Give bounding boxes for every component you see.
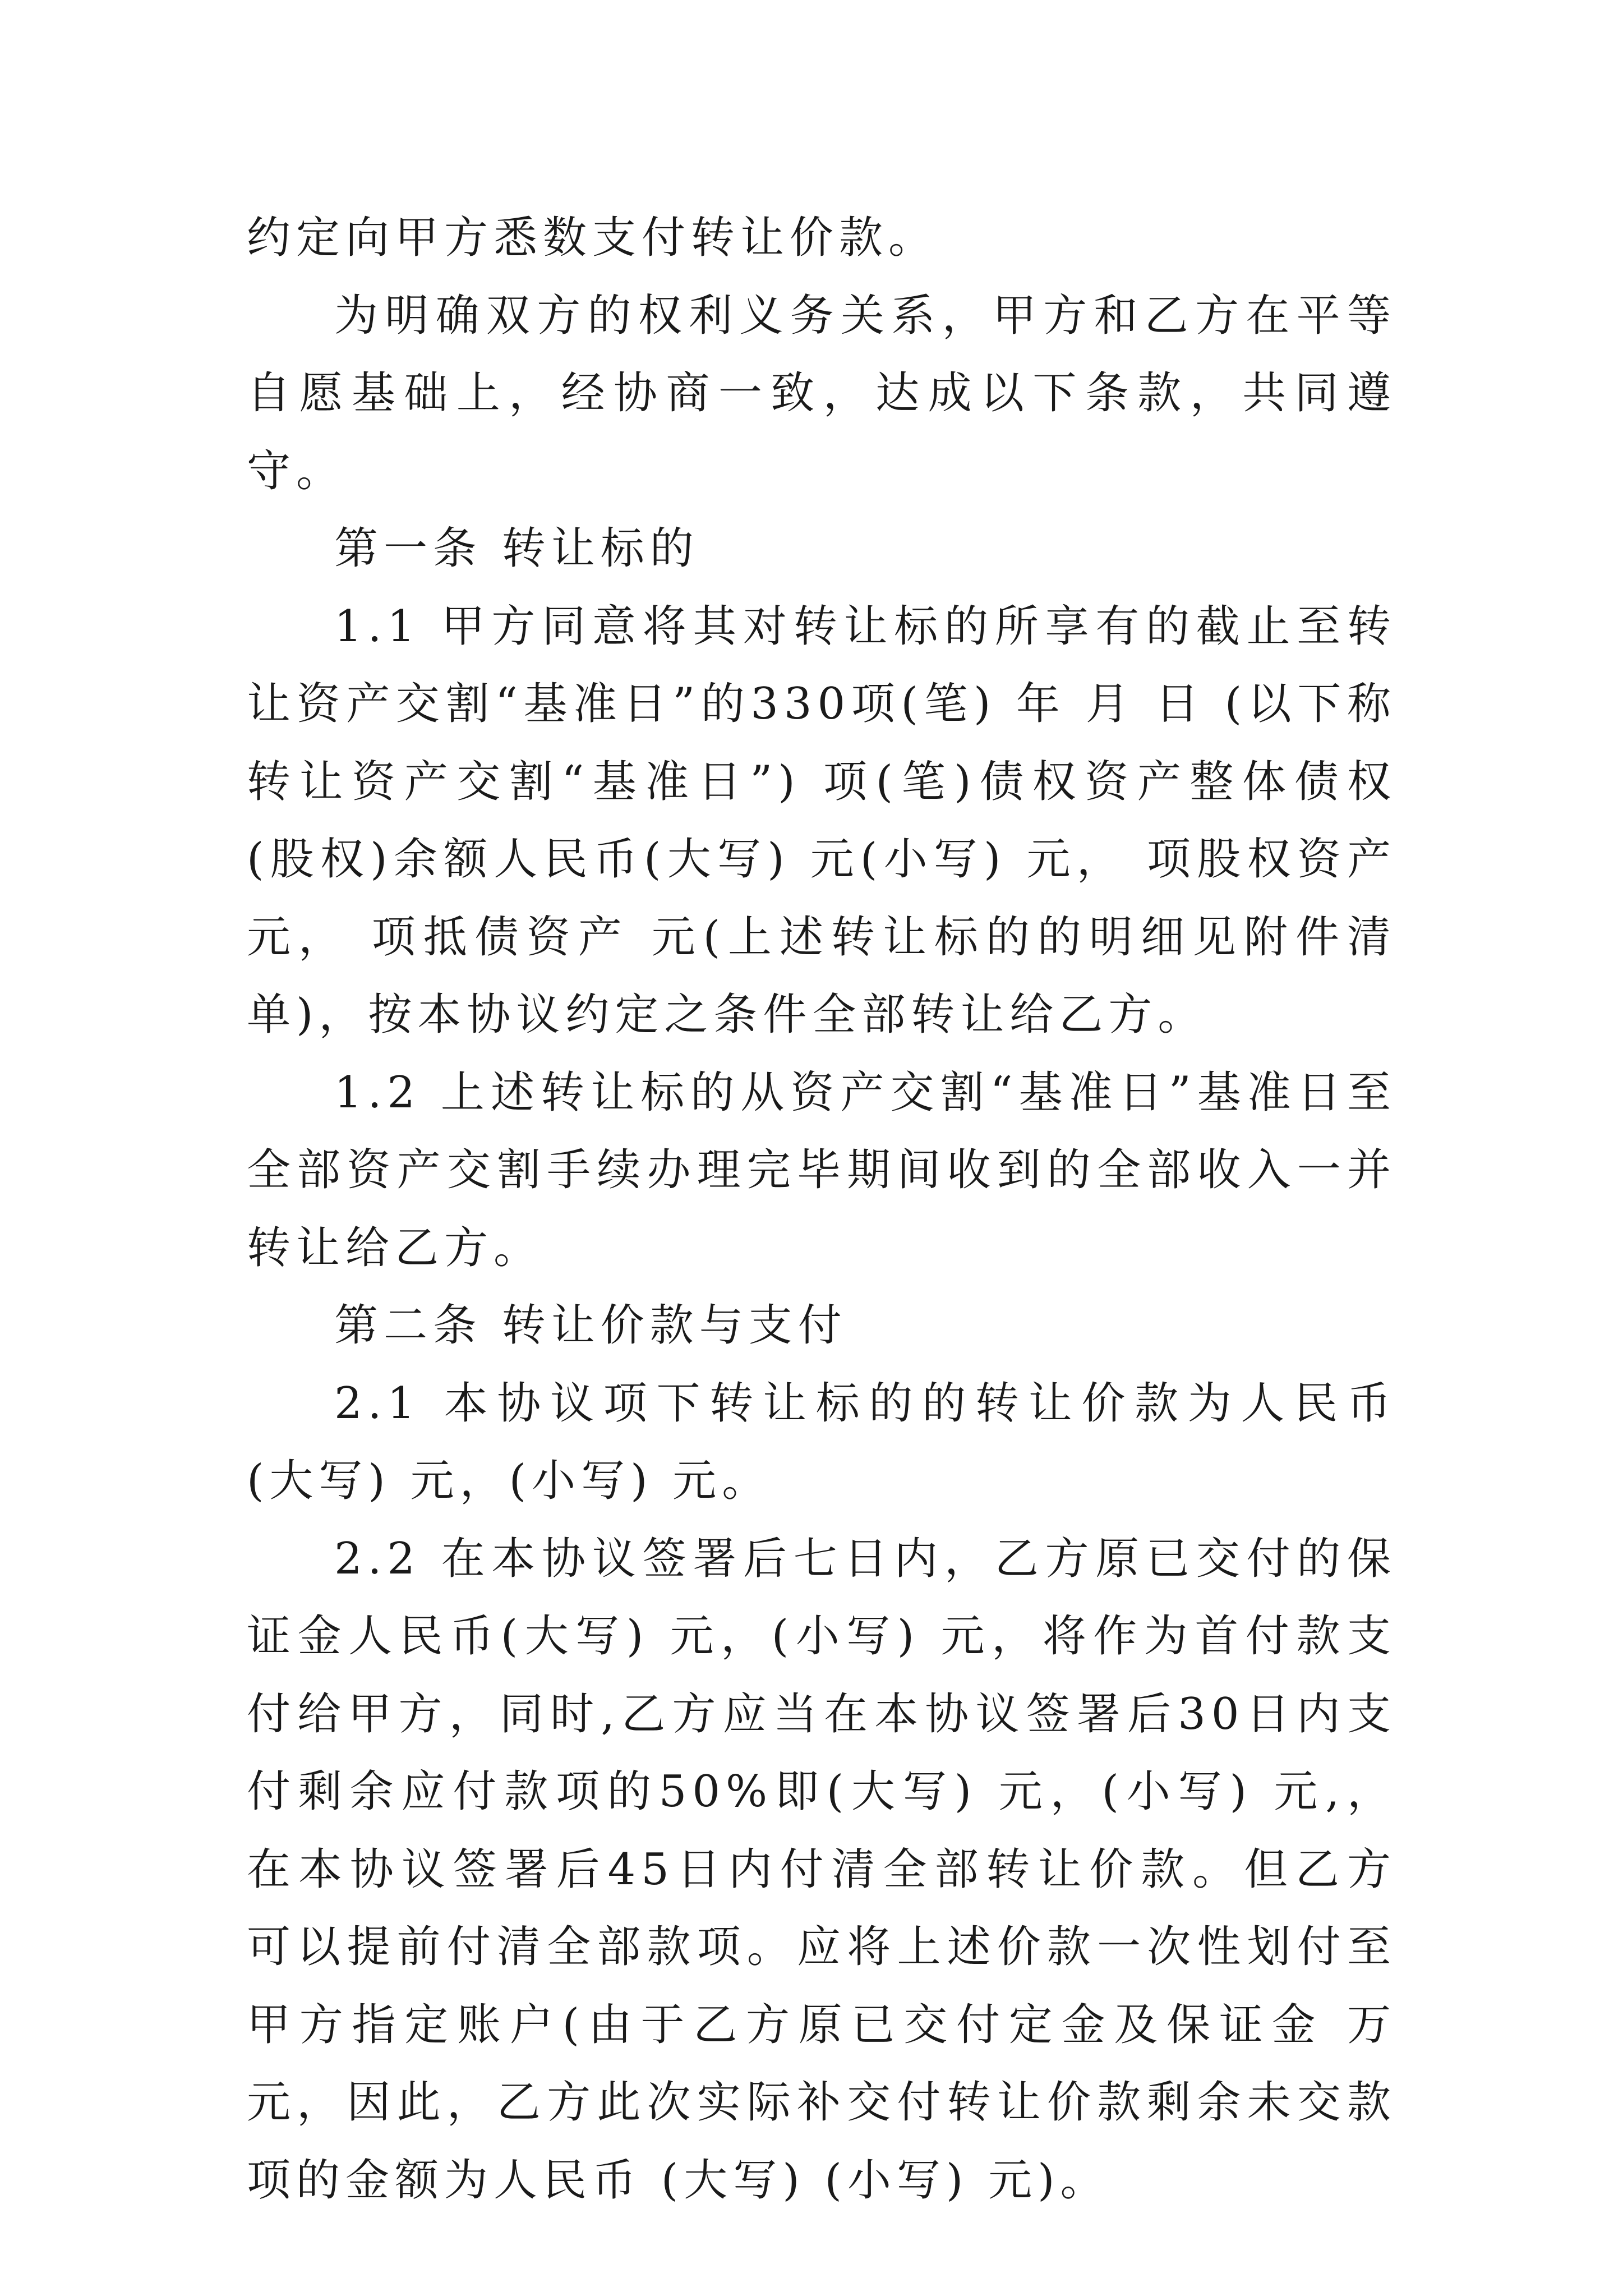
article-1-heading: 第一条 转让标的 — [334, 523, 699, 574]
paragraph-preamble: 为明确双方的权利义务关系，甲方和乙方在平等自愿基础上，经协商一致，达成以下条款，共同遵守。 — [247, 290, 1396, 496]
clause-2-1: 2.1 本协议项下转让标的的转让价款为人民币(大写) 元，(小写) 元。 — [247, 1378, 1396, 1506]
clause-1-1: 1.1 甲方同意将其对转让标的所享有的截止至转让资产交割“基准日”的330项(笔) 年 月 日 (以下称转让资产交割“基准日”) 项(笔)债权资产整体债权(股权)余额人民币(大写) 元(小写) 元， 项股权资产 元， 项抵债资产 元(上述转让标的的明细见附件清单)，按本协议约定之条件全部转让给乙方。 — [247, 601, 1396, 1040]
article-2-heading: 第二条 转让价款与支付 — [334, 1300, 847, 1351]
document-body — [247, 199, 1396, 2219]
clause-1-2: 1.2 上述转让标的从资产交割“基准日”基准日至全部资产交割手续办理完毕期间收到的全部收入一并转让给乙方。 — [247, 1067, 1396, 1273]
clause-2-2: 2.2 在本协议签署后七日内，乙方原已交付的保证金人民币(大写) 元，(小写) 元，将作为首付款支付给甲方，同时,乙方应当在本协议签署后30日内支付剩余应付款项的50%即(大写) 元，(小写) 元,，在本协议签署后45日内付清全部转让价款。但乙方可以提前付清全部款项。应将上述价款一次性划付至甲方指定账户(由于乙方原已交付定金及保证金 万元，因此，乙方此次实际补交付转让价款剩余未交款项的金额为人民币 (大写) (小写) 元)。 — [247, 1533, 1396, 2206]
paragraph-continuation: 约定向甲方悉数支付转让价款。 — [247, 213, 938, 263]
